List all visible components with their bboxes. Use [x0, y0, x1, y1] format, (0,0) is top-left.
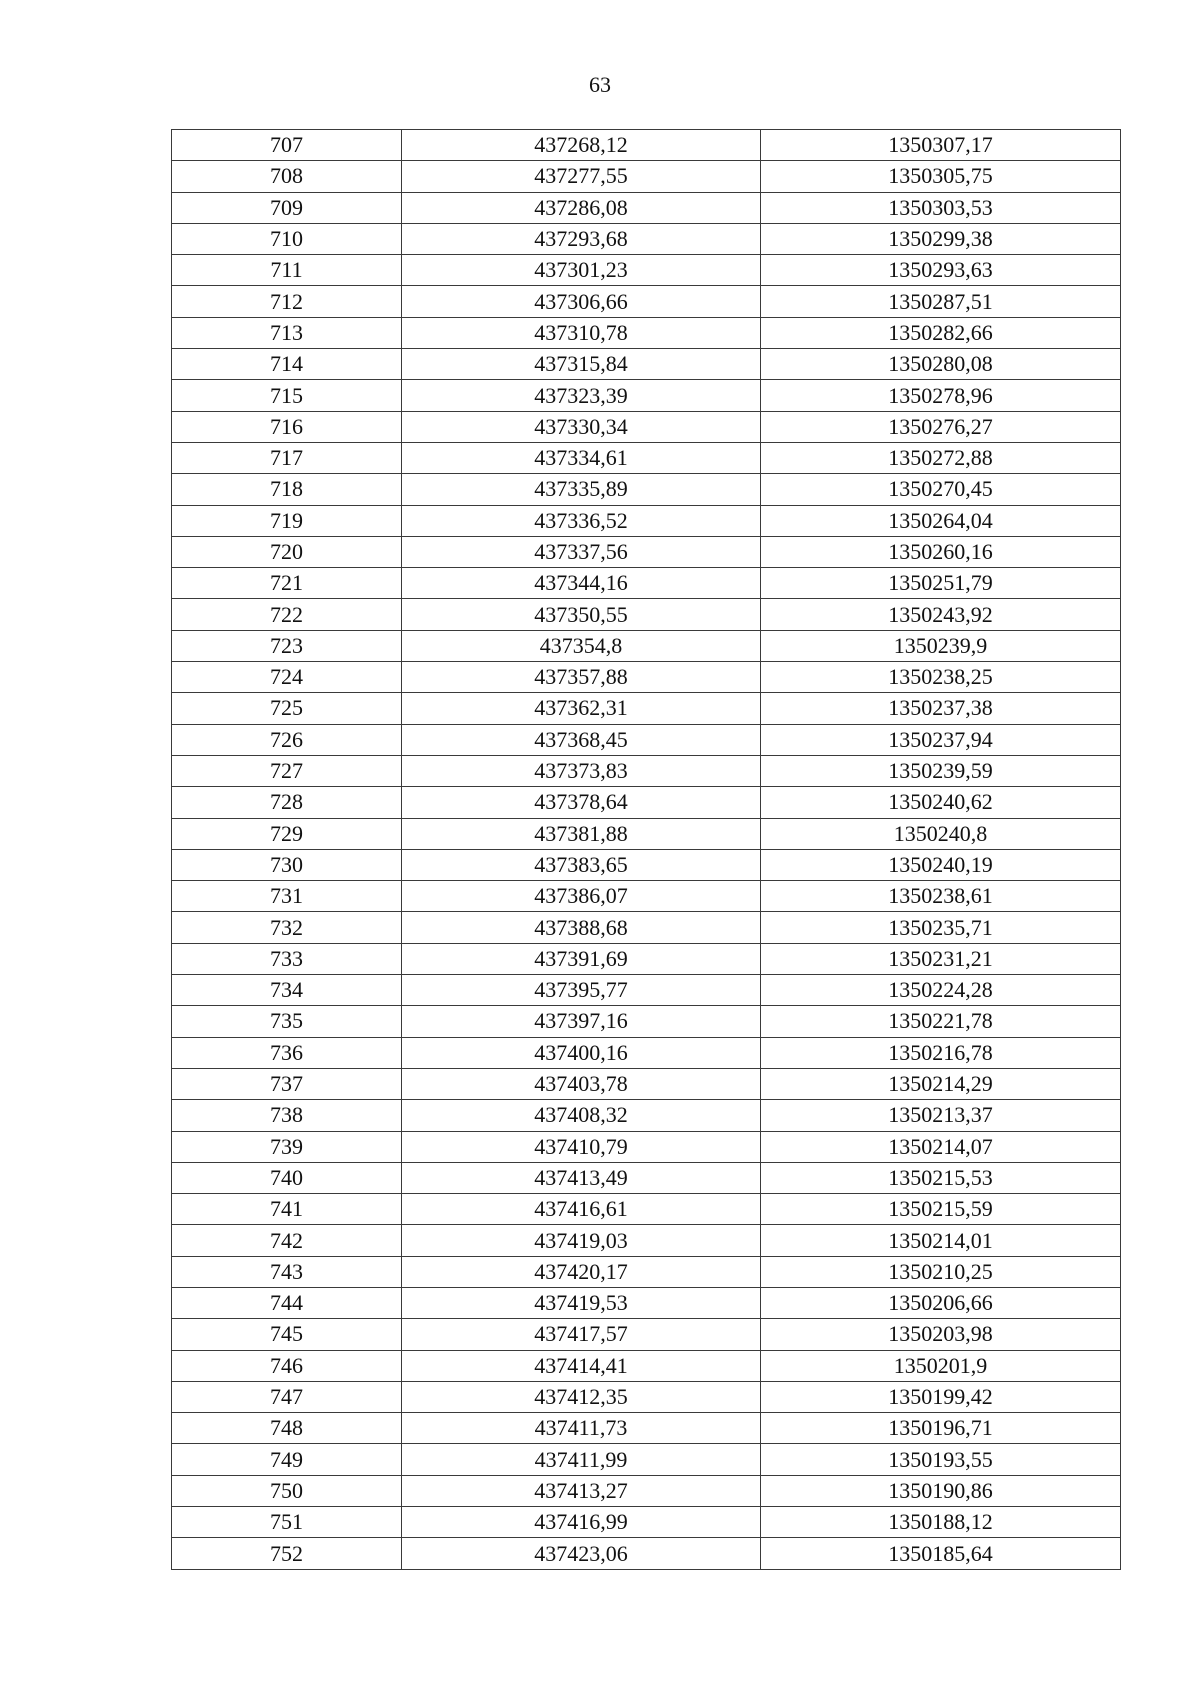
- table-row: [172, 1507, 1121, 1538]
- y-coordinate-cell: 1350278,96: [761, 380, 1121, 411]
- x-coordinate-cell: 437412,35: [402, 1381, 761, 1412]
- y-coordinate-cell: 1350299,38: [761, 223, 1121, 254]
- table-row: [172, 474, 1121, 505]
- point-number-cell: 716: [172, 411, 402, 442]
- x-coordinate-cell: 437306,66: [402, 286, 761, 317]
- point-number-cell: 738: [172, 1100, 402, 1131]
- table-row: [172, 975, 1121, 1006]
- x-coordinate-cell: 437378,64: [402, 787, 761, 818]
- y-coordinate-cell: 1350185,64: [761, 1538, 1121, 1569]
- table-row: [172, 505, 1121, 536]
- x-coordinate-cell: 437403,78: [402, 1068, 761, 1099]
- x-coordinate-cell: 437420,17: [402, 1256, 761, 1287]
- x-coordinate-cell: 437277,55: [402, 161, 761, 192]
- table-row: [172, 317, 1121, 348]
- point-number-cell: 731: [172, 881, 402, 912]
- point-number-cell: 721: [172, 568, 402, 599]
- x-coordinate-cell: 437388,68: [402, 912, 761, 943]
- table-row: [172, 1131, 1121, 1162]
- coordinates-table: [171, 129, 1121, 1570]
- x-coordinate-cell: 437336,52: [402, 505, 761, 536]
- x-coordinate-cell: 437315,84: [402, 349, 761, 380]
- y-coordinate-cell: 1350231,21: [761, 943, 1121, 974]
- x-coordinate-cell: 437383,65: [402, 849, 761, 880]
- x-coordinate-cell: 437400,16: [402, 1037, 761, 1068]
- x-coordinate-cell: 437357,88: [402, 662, 761, 693]
- y-coordinate-cell: 1350276,27: [761, 411, 1121, 442]
- point-number-cell: 728: [172, 787, 402, 818]
- point-number-cell: 750: [172, 1475, 402, 1506]
- x-coordinate-cell: 437268,12: [402, 130, 761, 161]
- y-coordinate-cell: 1350199,42: [761, 1381, 1121, 1412]
- coordinates-table-body: [172, 130, 1121, 1570]
- y-coordinate-cell: 1350235,71: [761, 912, 1121, 943]
- table-row: [172, 536, 1121, 567]
- table-row: [172, 1068, 1121, 1099]
- y-coordinate-cell: 1350196,71: [761, 1413, 1121, 1444]
- point-number-cell: 711: [172, 255, 402, 286]
- table-row: [172, 693, 1121, 724]
- table-row: [172, 1194, 1121, 1225]
- table-row: [172, 1037, 1121, 1068]
- table-row: [172, 192, 1121, 223]
- y-coordinate-cell: 1350240,8: [761, 818, 1121, 849]
- x-coordinate-cell: 437301,23: [402, 255, 761, 286]
- y-coordinate-cell: 1350282,66: [761, 317, 1121, 348]
- point-number-cell: 736: [172, 1037, 402, 1068]
- x-coordinate-cell: 437323,39: [402, 380, 761, 411]
- x-coordinate-cell: 437335,89: [402, 474, 761, 505]
- point-number-cell: 745: [172, 1319, 402, 1350]
- point-number-cell: 744: [172, 1287, 402, 1318]
- x-coordinate-cell: 437391,69: [402, 943, 761, 974]
- y-coordinate-cell: 1350237,94: [761, 724, 1121, 755]
- table-row: [172, 1006, 1121, 1037]
- table-row: [172, 1444, 1121, 1475]
- point-number-cell: 752: [172, 1538, 402, 1569]
- x-coordinate-cell: 437411,73: [402, 1413, 761, 1444]
- x-coordinate-cell: 437286,08: [402, 192, 761, 223]
- x-coordinate-cell: 437419,53: [402, 1287, 761, 1318]
- y-coordinate-cell: 1350215,59: [761, 1194, 1121, 1225]
- point-number-cell: 722: [172, 599, 402, 630]
- y-coordinate-cell: 1350270,45: [761, 474, 1121, 505]
- x-coordinate-cell: 437344,16: [402, 568, 761, 599]
- y-coordinate-cell: 1350305,75: [761, 161, 1121, 192]
- point-number-cell: 732: [172, 912, 402, 943]
- table-row: [172, 599, 1121, 630]
- x-coordinate-cell: 437386,07: [402, 881, 761, 912]
- table-row: [172, 1475, 1121, 1506]
- x-coordinate-cell: 437419,03: [402, 1225, 761, 1256]
- x-coordinate-cell: 437423,06: [402, 1538, 761, 1569]
- x-coordinate-cell: 437310,78: [402, 317, 761, 348]
- y-coordinate-cell: 1350260,16: [761, 536, 1121, 567]
- y-coordinate-cell: 1350307,17: [761, 130, 1121, 161]
- y-coordinate-cell: 1350287,51: [761, 286, 1121, 317]
- point-number-cell: 727: [172, 755, 402, 786]
- table-row: [172, 1225, 1121, 1256]
- table-row: [172, 1381, 1121, 1412]
- table-row: [172, 286, 1121, 317]
- point-number-cell: 715: [172, 380, 402, 411]
- y-coordinate-cell: 1350213,37: [761, 1100, 1121, 1131]
- point-number-cell: 737: [172, 1068, 402, 1099]
- y-coordinate-cell: 1350201,9: [761, 1350, 1121, 1381]
- table-row: [172, 943, 1121, 974]
- x-coordinate-cell: 437416,61: [402, 1194, 761, 1225]
- point-number-cell: 734: [172, 975, 402, 1006]
- table-row: [172, 1256, 1121, 1287]
- table-row: [172, 161, 1121, 192]
- table-row: [172, 1100, 1121, 1131]
- table-row: [172, 818, 1121, 849]
- point-number-cell: 713: [172, 317, 402, 348]
- table-row: [172, 130, 1121, 161]
- x-coordinate-cell: 437411,99: [402, 1444, 761, 1475]
- point-number-cell: 743: [172, 1256, 402, 1287]
- x-coordinate-cell: 437414,41: [402, 1350, 761, 1381]
- x-coordinate-cell: 437293,68: [402, 223, 761, 254]
- x-coordinate-cell: 437413,27: [402, 1475, 761, 1506]
- y-coordinate-cell: 1350215,53: [761, 1162, 1121, 1193]
- y-coordinate-cell: 1350203,98: [761, 1319, 1121, 1350]
- point-number-cell: 717: [172, 442, 402, 473]
- point-number-cell: 749: [172, 1444, 402, 1475]
- point-number-cell: 719: [172, 505, 402, 536]
- table-row: [172, 755, 1121, 786]
- table-row: [172, 568, 1121, 599]
- point-number-cell: 735: [172, 1006, 402, 1037]
- y-coordinate-cell: 1350216,78: [761, 1037, 1121, 1068]
- point-number-cell: 707: [172, 130, 402, 161]
- table-row: [172, 724, 1121, 755]
- table-row: [172, 787, 1121, 818]
- x-coordinate-cell: 437416,99: [402, 1507, 761, 1538]
- point-number-cell: 726: [172, 724, 402, 755]
- table-row: [172, 1350, 1121, 1381]
- x-coordinate-cell: 437413,49: [402, 1162, 761, 1193]
- x-coordinate-cell: 437410,79: [402, 1131, 761, 1162]
- point-number-cell: 720: [172, 536, 402, 567]
- x-coordinate-cell: 437362,31: [402, 693, 761, 724]
- point-number-cell: 724: [172, 662, 402, 693]
- table-row: [172, 881, 1121, 912]
- y-coordinate-cell: 1350193,55: [761, 1444, 1121, 1475]
- point-number-cell: 742: [172, 1225, 402, 1256]
- y-coordinate-cell: 1350206,66: [761, 1287, 1121, 1318]
- table-row: [172, 223, 1121, 254]
- table-row: [172, 849, 1121, 880]
- y-coordinate-cell: 1350303,53: [761, 192, 1121, 223]
- table-row: [172, 1413, 1121, 1444]
- y-coordinate-cell: 1350251,79: [761, 568, 1121, 599]
- x-coordinate-cell: 437330,34: [402, 411, 761, 442]
- table-row: [172, 1538, 1121, 1569]
- y-coordinate-cell: 1350221,78: [761, 1006, 1121, 1037]
- x-coordinate-cell: 437334,61: [402, 442, 761, 473]
- x-coordinate-cell: 437373,83: [402, 755, 761, 786]
- point-number-cell: 718: [172, 474, 402, 505]
- x-coordinate-cell: 437397,16: [402, 1006, 761, 1037]
- y-coordinate-cell: 1350243,92: [761, 599, 1121, 630]
- page-number: 63: [589, 72, 611, 97]
- x-coordinate-cell: 437350,55: [402, 599, 761, 630]
- point-number-cell: 751: [172, 1507, 402, 1538]
- table-row: [172, 662, 1121, 693]
- y-coordinate-cell: 1350224,28: [761, 975, 1121, 1006]
- y-coordinate-cell: 1350240,62: [761, 787, 1121, 818]
- table-row: [172, 912, 1121, 943]
- y-coordinate-cell: 1350188,12: [761, 1507, 1121, 1538]
- point-number-cell: 723: [172, 630, 402, 661]
- table-row: [172, 630, 1121, 661]
- point-number-cell: 725: [172, 693, 402, 724]
- point-number-cell: 714: [172, 349, 402, 380]
- table-row: [172, 1162, 1121, 1193]
- point-number-cell: 747: [172, 1381, 402, 1412]
- point-number-cell: 739: [172, 1131, 402, 1162]
- table-row: [172, 380, 1121, 411]
- y-coordinate-cell: 1350190,86: [761, 1475, 1121, 1506]
- y-coordinate-cell: 1350264,04: [761, 505, 1121, 536]
- y-coordinate-cell: 1350293,63: [761, 255, 1121, 286]
- y-coordinate-cell: 1350280,08: [761, 349, 1121, 380]
- x-coordinate-cell: 437354,8: [402, 630, 761, 661]
- x-coordinate-cell: 437408,32: [402, 1100, 761, 1131]
- x-coordinate-cell: 437337,56: [402, 536, 761, 567]
- point-number-cell: 741: [172, 1194, 402, 1225]
- table-row: [172, 1287, 1121, 1318]
- y-coordinate-cell: 1350238,25: [761, 662, 1121, 693]
- table-row: [172, 442, 1121, 473]
- point-number-cell: 733: [172, 943, 402, 974]
- point-number-cell: 748: [172, 1413, 402, 1444]
- x-coordinate-cell: 437395,77: [402, 975, 761, 1006]
- point-number-cell: 729: [172, 818, 402, 849]
- y-coordinate-cell: 1350238,61: [761, 881, 1121, 912]
- y-coordinate-cell: 1350272,88: [761, 442, 1121, 473]
- point-number-cell: 746: [172, 1350, 402, 1381]
- y-coordinate-cell: 1350214,07: [761, 1131, 1121, 1162]
- y-coordinate-cell: 1350240,19: [761, 849, 1121, 880]
- y-coordinate-cell: 1350239,9: [761, 630, 1121, 661]
- table-row: [172, 255, 1121, 286]
- table-row: [172, 349, 1121, 380]
- table-row: [172, 1319, 1121, 1350]
- point-number-cell: 712: [172, 286, 402, 317]
- point-number-cell: 730: [172, 849, 402, 880]
- y-coordinate-cell: 1350239,59: [761, 755, 1121, 786]
- table-row: [172, 411, 1121, 442]
- y-coordinate-cell: 1350210,25: [761, 1256, 1121, 1287]
- point-number-cell: 708: [172, 161, 402, 192]
- point-number-cell: 740: [172, 1162, 402, 1193]
- x-coordinate-cell: 437381,88: [402, 818, 761, 849]
- point-number-cell: 710: [172, 223, 402, 254]
- y-coordinate-cell: 1350214,29: [761, 1068, 1121, 1099]
- y-coordinate-cell: 1350214,01: [761, 1225, 1121, 1256]
- x-coordinate-cell: 437368,45: [402, 724, 761, 755]
- point-number-cell: 709: [172, 192, 402, 223]
- x-coordinate-cell: 437417,57: [402, 1319, 761, 1350]
- y-coordinate-cell: 1350237,38: [761, 693, 1121, 724]
